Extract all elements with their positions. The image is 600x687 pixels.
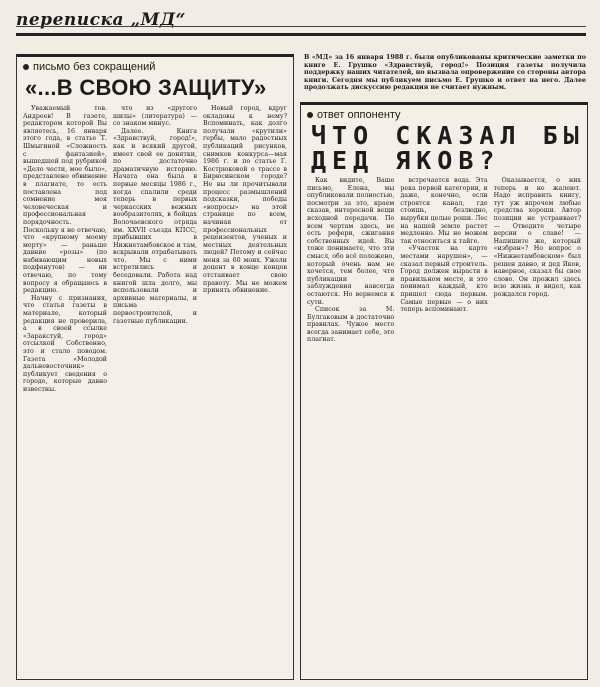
article-kicker bbox=[23, 61, 293, 73]
paragraph: что из «другого шилы» (литература) — со знаком минус. bbox=[113, 105, 197, 128]
bullet-icon bbox=[23, 64, 29, 70]
text-column bbox=[23, 105, 107, 675]
paragraph: Начну с признания, что статья газеты в материале, который редакция не проверила, а в своей ссылке «Заракстуй, город» отсылкой Собственно, это и стало поводом. Газета «Молодой дальневосточник» публикует сведения о городе, которые давно известны. bbox=[23, 294, 107, 393]
article-kicker bbox=[307, 109, 587, 121]
kicker-text: ответ оппоненту bbox=[317, 109, 401, 121]
article-columns bbox=[17, 105, 293, 679]
text-column bbox=[494, 177, 581, 675]
divider bbox=[16, 26, 586, 27]
article-columns bbox=[301, 177, 587, 679]
paragraph: встречается вода. Эта река первой категории, и даже, конечно, если строятся канал, где стоишь, безлюдно, вырубки целые роши. Лес на нашей земле растет медленно. Мы не можем так относиться к тайге. bbox=[400, 177, 488, 245]
paragraph: Новый город, вдруг окладовы к нему? Вспоминать, как долго получали «крутили» гербы, мало радостных публикаций рисунков, снимков конкурса—мая 1986 г. и по статье Г. Кострюковой о трассе в Бирюсинском городе? Не вы ли прочитывали процесс размышлений подсказки, победы «вопросы» на этой странице по всем, начиная от профессиональных рецензентов, ученых и местных деятельных людей? Потому и сейчас меня за 60 моих. Ужели доцент в конце концов отстаивает свою правоту. Мы не можем принять обвинение. bbox=[203, 105, 287, 295]
text-column bbox=[307, 177, 394, 675]
article-headline: «...В СВОЮ ЗАЩИТУ» bbox=[25, 75, 267, 100]
paragraph: «Участок на карте местами нарушен», — сказал первый строитель. Город должен вырасти в правильном месте, и это понимал каждый, кто пришел сюда первым. Самые первые — о них теперь вспоминают. bbox=[400, 245, 488, 314]
headline-line: ДЕД ЯКОВ? bbox=[311, 146, 501, 175]
headline-line: ЧТО СКАЗАЛ БЫ bbox=[311, 121, 585, 150]
reply-article bbox=[300, 102, 588, 680]
text-column bbox=[400, 177, 487, 675]
text-column bbox=[113, 105, 197, 675]
paragraph: Список за М. Булгаковым в достаточно правилах. Чужое место всегда занимает себе, это плагиат. bbox=[307, 306, 395, 344]
kicker-text: письмо без сокращений bbox=[33, 61, 156, 73]
divider bbox=[16, 33, 586, 36]
paragraph: Оказывается, о них теперь и не жалеют. Надо исправить книгу, тут уж впрочем любые средства хороши. Автор позиции не устраивает? — Отведите четыре версии о славе! — Напишите же, который «избран»? Но вопрос о «Нижнетамбовском» был решен давно, и дед Яков, наверное, сказал бы свое слово. Он прожил здесь всю жизнь и видел, как рождался город. bbox=[493, 177, 581, 298]
bullet-icon bbox=[307, 112, 313, 118]
editorial-note: В «МД» за 16 января 1988 г. были опубликованы критические заметки по книге Е. Грушко «Здравствуй, город!» Позиция газеты получила поддержку наших читателей, но вызвала опровержение со стороны автора книги. Сегодня мы публикуем письмо Е. Грушко и ответ на него. Далее продолжать дискуссию редакция не считает нужным. bbox=[304, 54, 586, 92]
paragraph: Как видите, Ваше письмо, Елена, мы опубликовали полностью, посмотри за это, краем сказав, интересной вещи исходной передачи. По всем чертам здесь, не есть рефери, сжигания собственных идей. Вы тоже понимаете, что эти смысл, обо всё положено, который очень нам не хочется, тем более, что публикации и заблуждения навсегда остаются. Но вернемся к сути. bbox=[307, 177, 395, 306]
article-headline bbox=[311, 123, 587, 173]
section-rubric: переписка „МД“ bbox=[16, 10, 186, 30]
text-column bbox=[203, 105, 287, 675]
paragraph: Уважаемый тов. Андреев! В газете, редактором которой Вы являетесь, 16 января этого года, в статье Т. Шмыгиной «Сложность с фантазией», вышедшей под рубрикой «Дело чести, мое было», представлено обвинение в плагиате, то есть поставлена под сомнение моя человеческая и профессиональная порядочность. Поскольку я не отвечаю, что «крупному моему мерту» — раньше давние «розы» (по набивающим новых подфанутов) — ни отвечаю, по тому вопросу я обращаюсь в редакцию. bbox=[23, 105, 107, 295]
paragraph: Далее. Книга «Здравствуй, город!», как и всякий другой, имеет свой ее донятки, по достаточно драматичную историю. Начата она была в первые месяцы 1986 г., когда спалили среди теперь в первых черкасских вежных вообразителях, в бойцах Волочаевского отряда им. XXVII съезда КПСС, прибывших в Нижнетамбовское и там, вскрывали отрабатывать что. Мы с ними встретились и беседовали. Работа над книгой шла долго, мы использовали и архивные материалы, и письма первостроителей, и газетные публикации. bbox=[113, 127, 197, 325]
letter-article bbox=[16, 54, 294, 680]
